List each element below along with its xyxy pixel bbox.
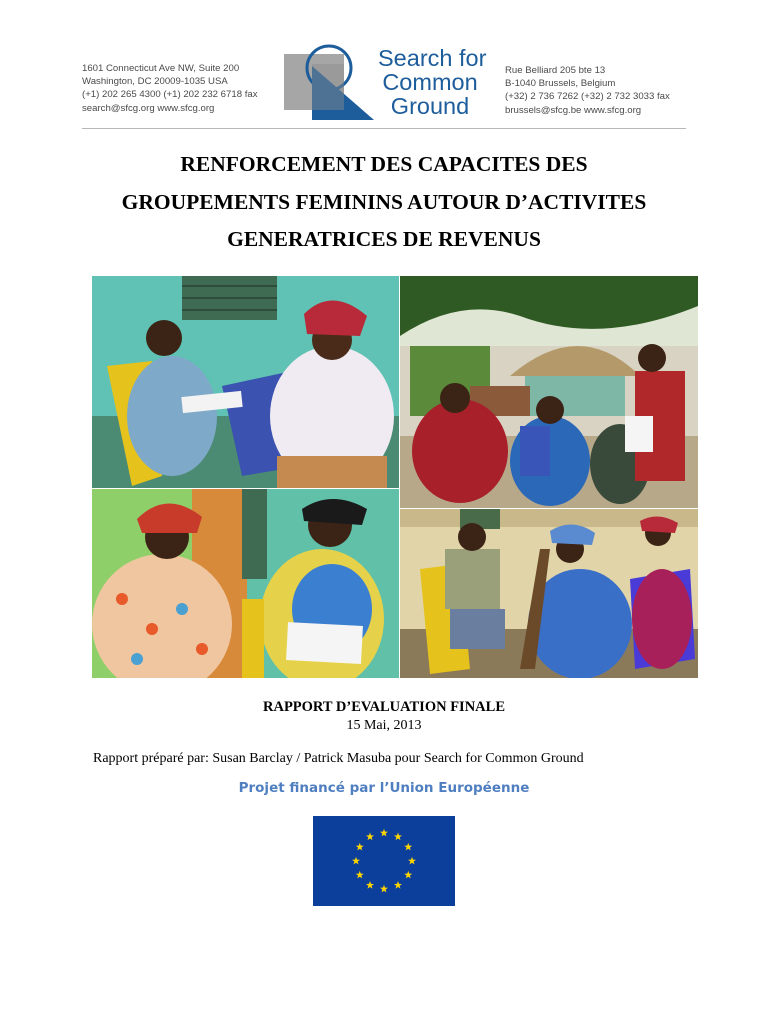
letterhead-divider — [82, 128, 686, 129]
title-line: RENFORCEMENT DES CAPACITES DES — [180, 152, 588, 176]
photo-women-interview — [400, 509, 698, 678]
address-line: Washington, DC 20009-1035 USA — [82, 76, 228, 88]
funded-by: Projet financé par l’Union Européenne — [238, 780, 530, 796]
prepared-by: Rapport préparé par: Susan Barclay / Patrick Masuba pour Search for Common Ground — [93, 751, 584, 766]
eu-flag-icon — [313, 816, 455, 906]
photo-collage — [92, 276, 698, 678]
email-web-line: search@sfcg.org www.sfcg.org — [82, 102, 215, 114]
address-line: Rue Belliard 205 bte 13 — [505, 65, 606, 76]
phone-line: (+1) 202 265 4300 (+1) 202 232 6718 fax — [82, 89, 258, 101]
logo-line: Common — [382, 69, 478, 95]
photo-women-meeting-indoor — [92, 276, 399, 488]
logo-line: Ground — [390, 93, 470, 119]
document-title — [60, 146, 708, 259]
report-title: RAPPORT D’EVALUATION FINALE — [263, 699, 505, 715]
sfcg-logo-icon — [282, 44, 377, 120]
email-web-line: brussels@sfcg.be www.sfcg.org — [505, 104, 642, 116]
address-line: 1601 Connecticut Ave NW, Suite 200 — [82, 63, 240, 74]
us-office-address — [82, 62, 258, 115]
logo-line: Search for — [378, 45, 487, 71]
phone-line: (+32) 2 736 7262 (+32) 2 732 3033 fax — [505, 91, 670, 103]
brussels-office-address — [505, 64, 670, 117]
sfcg-logo-wordmark — [378, 45, 487, 119]
photo-women-thinking — [92, 489, 399, 678]
letterhead — [82, 40, 686, 122]
report-date: 15 Mai, 2013 — [346, 718, 422, 733]
title-line: GROUPEMENTS FEMININS AUTOUR D’ACTIVITES — [121, 189, 647, 214]
photo-women-group-village — [400, 276, 698, 508]
address-line: B-1040 Brussels, Belgium — [505, 78, 616, 90]
title-line: GENERATRICES DE REVENUS — [227, 227, 541, 251]
